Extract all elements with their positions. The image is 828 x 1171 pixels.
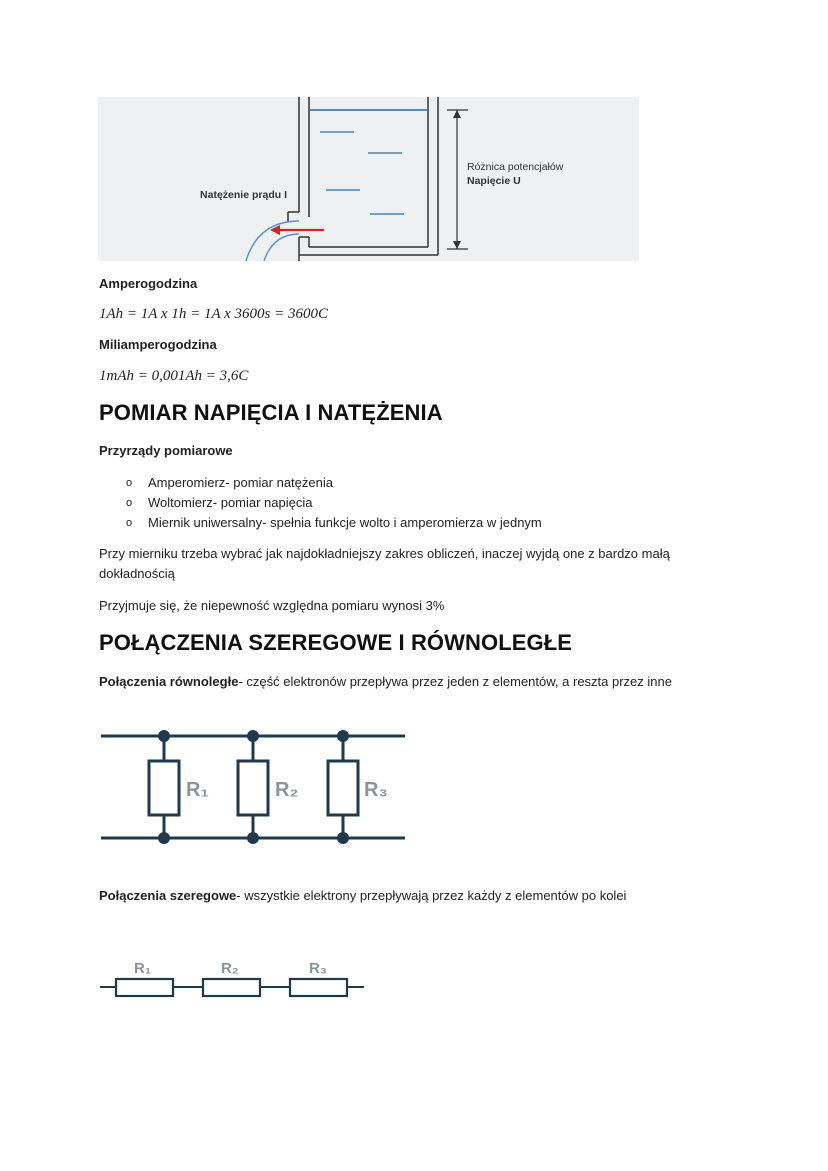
resistor-label: R₂ (275, 779, 299, 801)
series-desc: - wszystkie elektrony przepływają przez każdy z elementów po kolei (236, 888, 627, 903)
resistor-label: R₃ (309, 960, 327, 977)
resistor-label: R₁ (186, 779, 209, 801)
figure-background (98, 97, 639, 261)
bullet-icon: o (126, 517, 133, 529)
list-item: o Miernik uniwersalny- spełnia funkcje wolto i amperomierza w jednym (126, 513, 746, 533)
parallel-description (99, 672, 739, 692)
list-item: o Amperomierz- pomiar natężenia (126, 473, 746, 493)
amperogodzina-formula: 1Ah = 1A x 1h = 1A x 3600s = 3600C (99, 306, 328, 322)
bullet-icon: o (126, 497, 133, 509)
instruments-subheading: Przyrządy pomiarowe (99, 443, 233, 458)
resistor-r2 (203, 979, 260, 996)
miliamperogodzina-title: Miliamperogodzina (99, 337, 217, 352)
measurement-heading: POMIAR NAPIĘCIA I NATĘŻENIA (99, 400, 443, 425)
parallel-circuit-diagram (98, 725, 410, 847)
bullet-icon: o (126, 477, 133, 489)
resistor-label: R₂ (221, 960, 239, 977)
junction-dot (247, 832, 259, 844)
pipe-current-figure (98, 97, 639, 261)
connections-heading: POŁĄCZENIA SZEREGOWE I RÓWNOLEGŁE (99, 630, 573, 655)
junction-dot (337, 832, 349, 844)
resistor-label: R₃ (364, 779, 388, 801)
resistor-r3 (290, 979, 347, 996)
instrument-list (126, 473, 746, 533)
junction-dot (158, 730, 170, 742)
measurement-paragraph-2: Przyjmuje się, że niepewność względna pomiaru wynosi 3% (99, 598, 445, 613)
resistor-r2 (238, 730, 298, 844)
list-item: o Woltomierz- pomiar napięcia (126, 493, 746, 513)
potential-label: Różnica potencjałów (467, 161, 564, 173)
resistor-r1 (149, 730, 209, 844)
current-label: Natężenie prądu I (200, 189, 287, 201)
series-description (99, 886, 739, 906)
voltage-label: Napięcie U (467, 175, 521, 187)
parallel-desc: - część elektronów przepływa przez jeden z elementów, a reszta przez inne (238, 674, 672, 689)
series-term: Połączenia szeregowe (99, 888, 237, 903)
junction-dot (247, 730, 259, 742)
parallel-term: Połączenia równoległe (99, 674, 239, 689)
resistor-label: R₁ (134, 960, 152, 977)
resistor-r1 (116, 979, 173, 996)
junction-dot (337, 730, 349, 742)
series-circuit-diagram (98, 955, 368, 1001)
amperogodzina-title: Amperogodzina (99, 276, 198, 291)
measurement-paragraph-1: Przy mierniku trzeba wybrać jak najdokładniejszy zakres obliczeń, inaczej wyjdą one z bardzo małą dokładnością (99, 546, 670, 581)
miliamperogodzina-formula: 1mAh = 0,001Ah = 3,6C (99, 368, 249, 384)
resistor-r3 (328, 730, 388, 844)
junction-dot (158, 832, 170, 844)
